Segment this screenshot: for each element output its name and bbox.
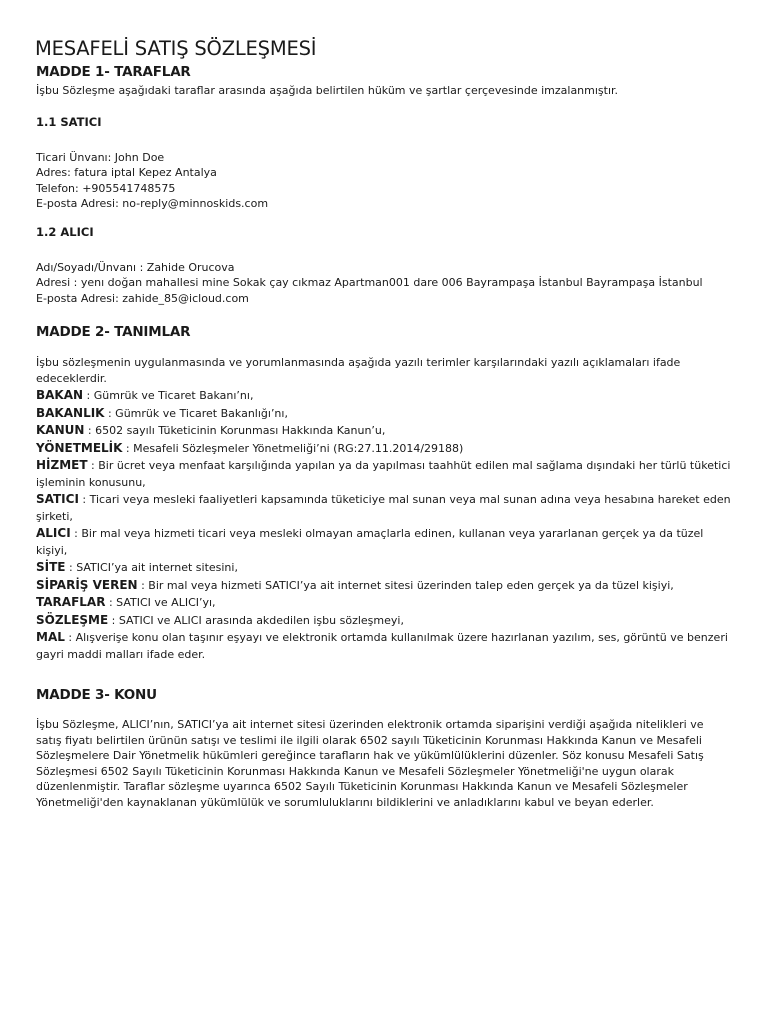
seller-heading: 1.1 SATICI	[36, 114, 102, 129]
madde-2-heading: MADDE 2- TANIMLAR	[36, 324, 191, 340]
definition-item	[36, 491, 732, 525]
definition-term: SİTE	[36, 560, 66, 574]
definition-term: ALICI	[36, 526, 71, 540]
definition-item	[36, 594, 732, 612]
definition-item	[36, 559, 732, 577]
definition-item	[36, 457, 732, 491]
definition-item	[36, 629, 732, 663]
definition-term: SİPARİŞ VEREN	[36, 577, 138, 592]
seller-info	[36, 150, 732, 212]
section-madde-2	[36, 323, 732, 663]
definition-text: : Ticari veya mesleki faaliyetleri kapsamında tüketiciye mal sunan veya mal sunan adına veya hesabına hareket eden şirketi,	[36, 493, 731, 523]
seller-address: Adres: fatura iptal Kepez Antalya	[36, 166, 217, 179]
document-title: MESAFELİ SATIŞ SÖZLEŞMESİ	[35, 37, 317, 60]
definition-text: : Gümrük ve Ticaret Bakanı’nı,	[83, 389, 254, 402]
madde-3-heading: MADDE 3- KONU	[36, 687, 157, 703]
buyer-name: Adı/Soyadı/Ünvanı : Zahide Orucova	[36, 260, 235, 274]
definition-item	[36, 577, 732, 595]
buyer-heading: 1.2 ALICI	[36, 224, 94, 239]
definition-item	[36, 440, 732, 458]
buyer-address: Adresi : yenı doğan mahallesi mine Sokak çay cıkmaz Apartman001 dare 006 Bayrampaşa İstanbul Bayrampaşa İstanbul	[36, 276, 703, 289]
seller-email: E-posta Adresi: no-reply@minnoskids.com	[36, 197, 269, 210]
definition-text: : Mesafeli Sözleşmeler Yönetmeliği’ni (RG:27.11.2014/29188)	[122, 441, 464, 455]
definition-item	[36, 405, 732, 423]
definition-text: : Bir mal veya hizmeti ticari veya mesleki olmayan amaçlarla edinen, kullanan veya yararlanan gerçek ya da tüzel kişiyi,	[36, 527, 704, 557]
madde-1-heading: MADDE 1- TARAFLAR	[36, 64, 191, 80]
section-madde-1	[36, 63, 732, 306]
definitions-list	[36, 387, 732, 663]
definition-term: BAKANLIK	[36, 405, 105, 420]
definition-term: TARAFLAR	[36, 595, 106, 609]
definition-text: : 6502 sayılı Tüketicinin Korunması Hakkında Kanun’u,	[84, 424, 386, 437]
section-madde-3	[36, 686, 732, 810]
definition-item	[36, 525, 732, 559]
madde-3-body: İşbu Sözleşme, ALICI’nın, SATICI’ya ait internet sitesi üzerinden elektronik ortamda siparişini verdiği aşağıda nitelikleri ve satış fiyatı belirtilen ürünün satışı ve teslimi ile ilgili olarak 6502 sayılı Tüketicinin Korunması Hakkında Kanun ve Mesafeli Sözleşmelere Dair Yönetmelik hükümleri gereğince tarafların hak ve yükümlülüklerini düzenler. Söz konusu Mesafeli Satış Sözleşmesi 6502 Sayılı Tüketicinin Korunması Hakkında Kanun ve Mesafeli Sözleşmeler Yönetmeliği'ne uygun olarak düzenlenmiştir. Taraflar sözleşme uyarınca 6502 Sayılı Tüketicinin Korunması Hakkında Kanun ve Mesafeli Sözleşmeler Yönetmeliği'den kaynaklanan yükümlülük ve sorumluluklarını bildiklerini ve anladıklarını kabul ve beyan ederler.	[36, 718, 704, 809]
definition-text: : SATICI’ya ait internet sitesini,	[65, 561, 238, 574]
madde-1-intro: İşbu Sözleşme aşağıdaki taraflar arasında aşağıda belirtilen hüküm ve şartlar çerçevesinde imzalanmıştır.	[36, 84, 619, 97]
definition-term: MAL	[36, 630, 65, 644]
buyer-email: E-posta Adresi: zahide_85@icloud.com	[36, 291, 249, 305]
definition-text: : Alışverişe konu olan taşınır eşyayı ve elektronik ortamda kullanılmak üzere hazırlanan yazılım, ses, görüntü ve benzeri gayri maddi malları ifade eder.	[36, 631, 728, 661]
definition-text: : Bir mal veya hizmeti SATICI’ya ait internet sitesi üzerinden talep eden gerçek ya da tüzel kişiyi,	[137, 578, 674, 592]
definition-text: : SATICI ve ALICI’yı,	[105, 596, 216, 609]
definition-item	[36, 387, 732, 405]
definition-term: SÖZLEŞME	[36, 612, 109, 627]
buyer-info	[36, 260, 732, 307]
definition-text: : Bir ücret veya menfaat karşılığında yapılan ya da yapılması taahhüt edilen mal sağlama dışındaki her türlü tüketici işleminin konusunu,	[36, 459, 731, 489]
seller-phone: Telefon: +905541748575	[36, 181, 176, 195]
definition-term: BAKAN	[36, 388, 84, 402]
definition-term: KANUN	[36, 423, 85, 437]
definition-item	[36, 422, 732, 440]
definition-item	[36, 612, 732, 630]
madde-2-intro: İşbu sözleşmenin uygulanmasında ve yorumlanmasında aşağıda yazılı terimler karşılarındaki yazılı açıklamaları ifade edeceklerdir.	[36, 356, 681, 385]
definition-term: SATICI	[36, 492, 79, 506]
definition-term: HİZMET	[36, 458, 88, 472]
definition-text: : SATICI ve ALICI arasında akdedilen işbu sözleşmeyi,	[108, 613, 404, 627]
definition-text: : Gümrük ve Ticaret Bakanlığı’nı,	[104, 406, 288, 420]
definition-term: YÖNETMELİK	[36, 440, 123, 455]
seller-trade-name: Ticari Ünvanı: John Doe	[36, 150, 165, 164]
